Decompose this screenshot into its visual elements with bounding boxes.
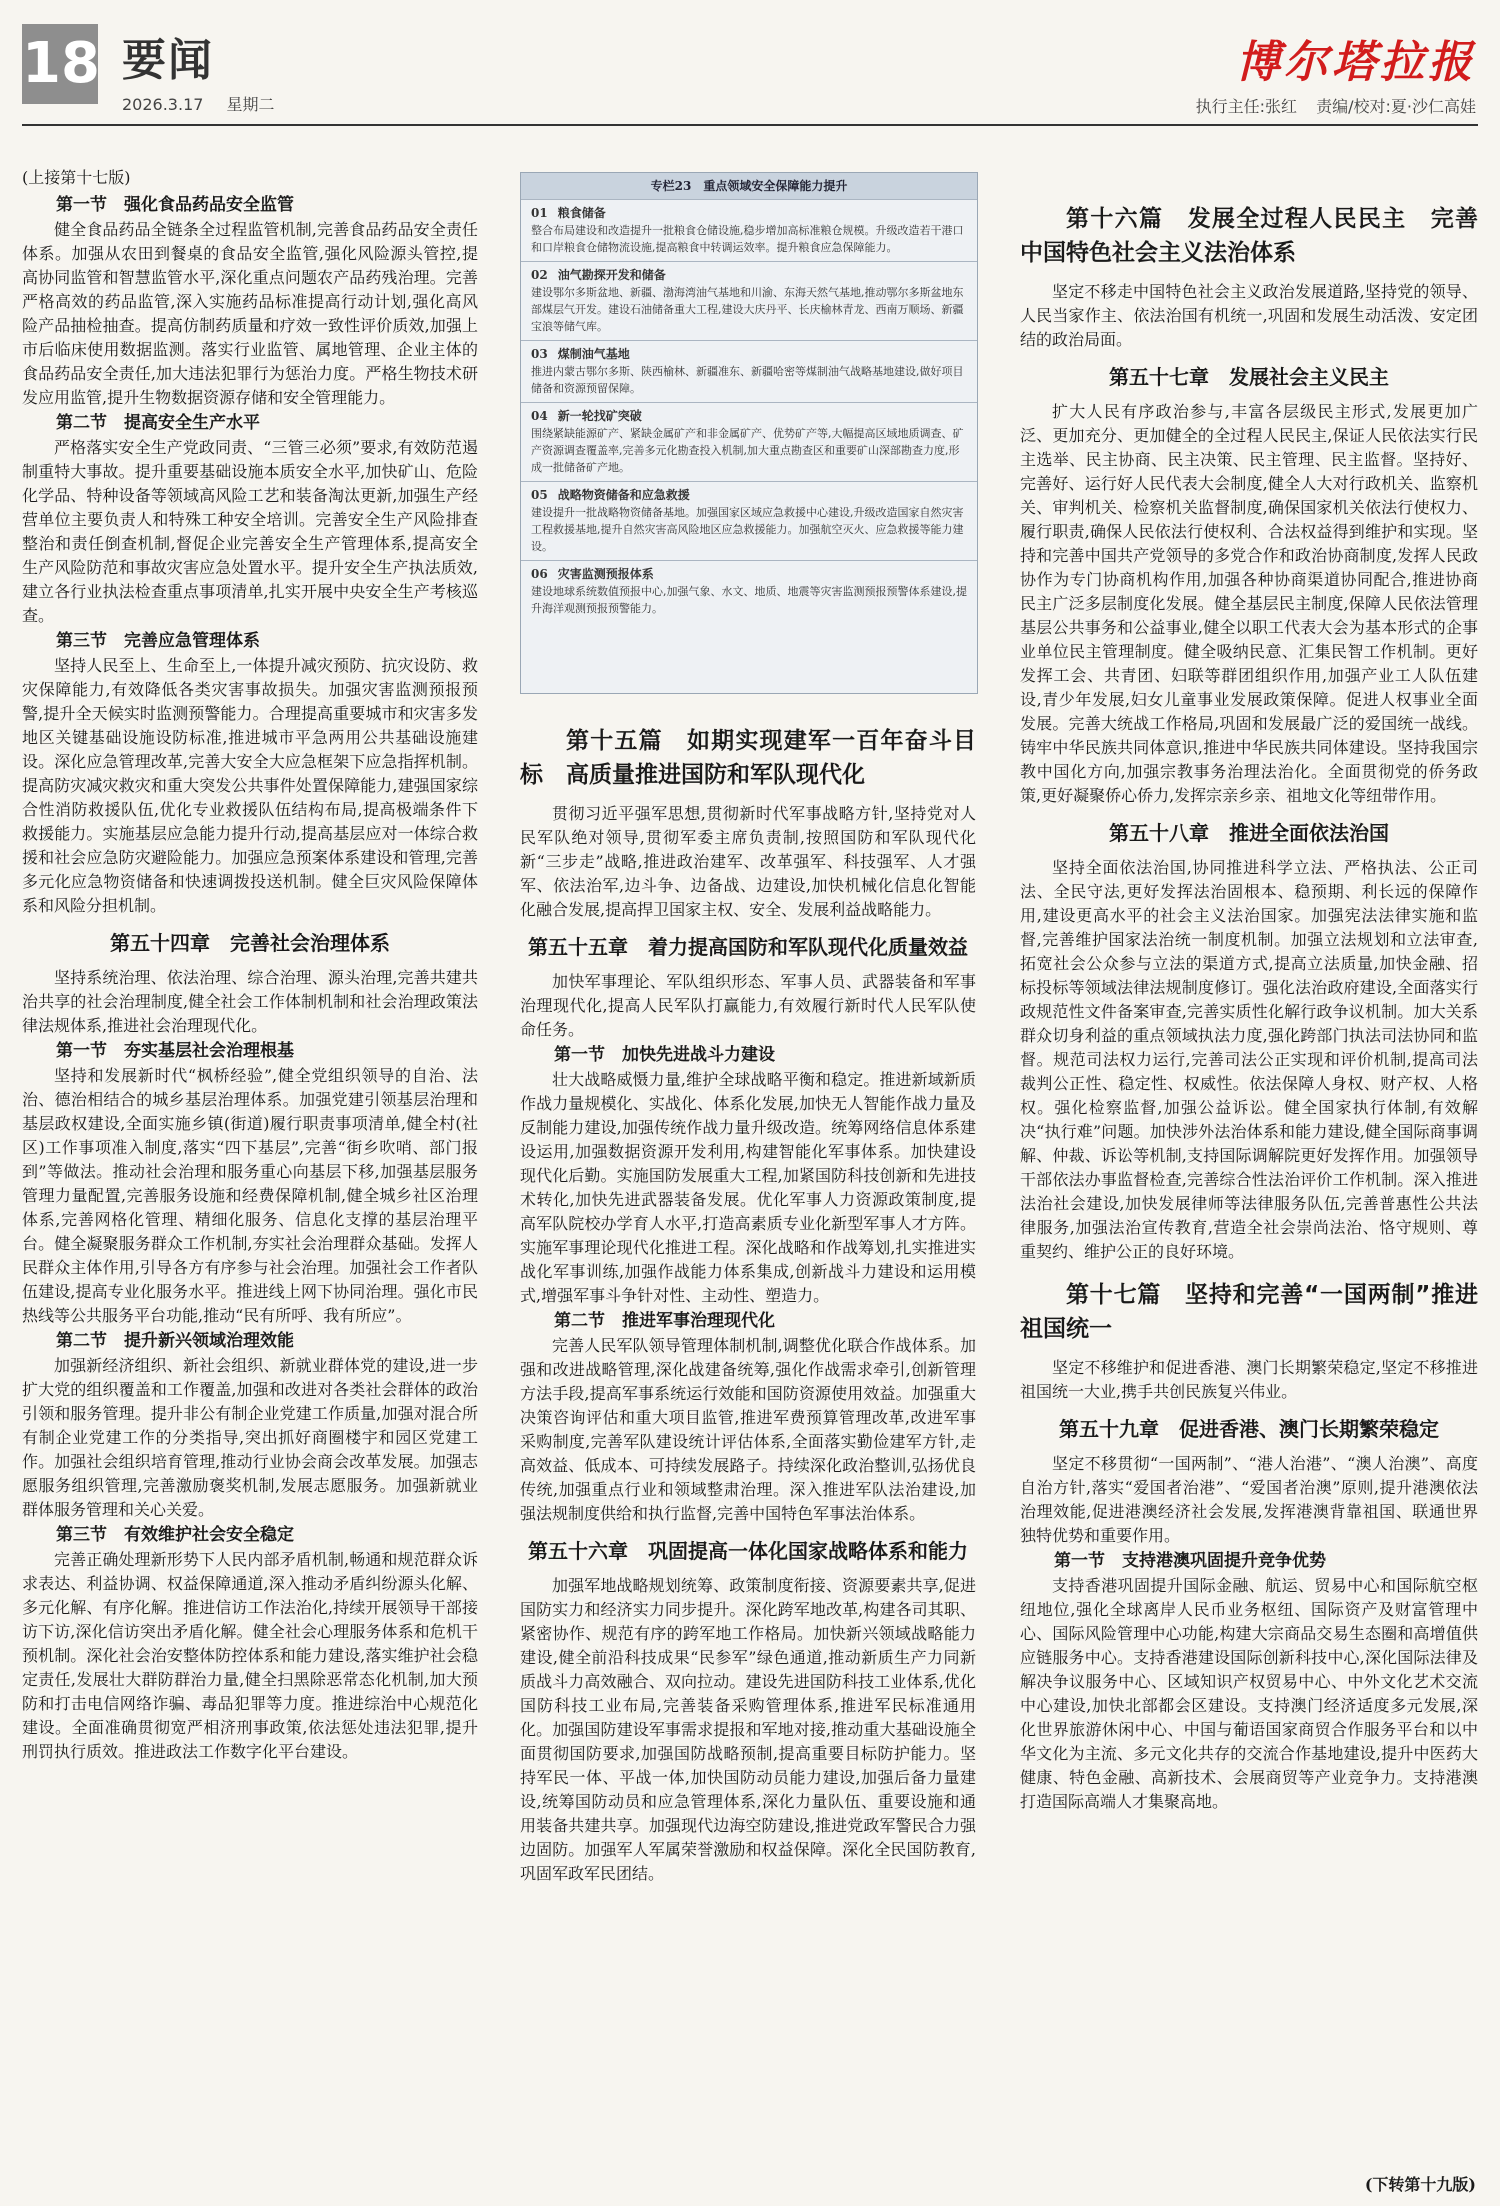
section-heading: 第一节 夯实基层社会治理根基 [56, 1041, 294, 1061]
weekday-value: 星期二 [226, 95, 275, 114]
column-right-body [1020, 202, 1478, 1814]
box-item-text: 推进内蒙古鄂尔多斯、陕西榆林、新疆准东、新疆哈密等煤制油气战略基地建设,做好项目储备和资源预留保障。 [531, 365, 964, 395]
box-item [521, 199, 977, 261]
paragraph: 加强新经济组织、新社会组织、新就业群体党的建设,进一步扩大党的组织覆盖和工作覆盖,加强和改进对各类社会群体的政治引领和服务管理。提升非公有制企业党建工作质量,加强对混合所有制企业党建工作的分类指导,突出抓好商圈楼宇和园区党建工作。加强社会组织培育管理,推动行业协会商会改革发展。加强志愿服务组织管理,完善激励褒奖机制,发展志愿服务。加强新就业群体服务管理和关心关爱。 [22, 1356, 478, 1519]
box-item-number: 06 [531, 567, 548, 581]
exec-editor: 执行主任:张红 [1195, 97, 1298, 116]
paragraph: 壮大战略威慑力量,维护全球战略平衡和稳定。推进新域新质作战力量规模化、实战化、体系化发展,加快无人智能作战力量及反制能力建设,加强传统作战力量升级改造。统筹网络信息体系建设运用,加强数据资源开发利用,构建智能化军事体系。加快建设现代化后勤。实施国防发展重大工程,加紧国防科技创新和先进技术转化,加快先进武器装备发展。优化军事人力资源政策制度,提高军队院校办学育人水平,打造高素质专业化新型军事人才方阵。实施军事理论现代化推进工程。深化战略和作战筹划,扎实推进实战化军事训练,加强作战能力体系集成,创新战斗力建设和运用模式,增强军事斗争针对性、主动性、塑造力。 [520, 1070, 976, 1305]
issue-date [122, 92, 293, 115]
box-item [521, 261, 977, 340]
continued-to: (下转第十九版) [1364, 2175, 1476, 2194]
paragraph: 加强军地战略规划统筹、政策制度衔接、资源要素共享,促进国防实力和经济实力同步提升。深化跨军地改革,构建各司其职、紧密协作、规范有序的跨军地工作格局。加快新兴领域战略能力建设,健全前沿科技成果“民参军”绿色通道,推动新质生产力同新质战斗力高效融合、双向拉动。建设先进国防科技工业体系,优化国防科技工业布局,完善装备采购管理体系,推进军民标准通用化。加强国防建设军事需求提报和军地对接,推动重大基础设施全面贯彻国防要求,加强国防战略预制,提高重要目标防护能力。坚持军民一体、平战一体,加快国防动员能力建设,加强后备力量建设,统筹国防动员和应急管理体系,深化力量队伍、重要设施和通用装备共建共享。加强现代边海空防建设,推进党政军警民合力强边固防。加强军人军属荣誉激励和权益保障。深化全民国防教育,巩固军政军民团结。 [520, 1576, 976, 1883]
section-heading: 第二节 提升新兴领域治理效能 [56, 1331, 294, 1351]
column-left-body [22, 192, 478, 1764]
box-item-heading [531, 487, 967, 504]
box-item-name: 煤制油气基地 [557, 347, 630, 361]
box-item-name: 粮食储备 [557, 206, 606, 220]
paragraph: 完善正确处理新形势下人民内部矛盾机制,畅通和规范群众诉求表达、利益协调、权益保障通道,深入推动矛盾纠纷源头化解、多元化解、有序化解。推进信访工作法治化,持续开展领导干部接访下访,深化信访突出矛盾化解。健全社会心理服务体系和危机干预机制。深化社会治安整体防控体系和能力建设,落实维护社会稳定责任,发展壮大群防群治力量,健全扫黑除恶常态化机制,加大预防和打击电信网络诈骗、毒品犯罪等力度。推进综治中心规范化建设。全面准确贯彻宽严相济刑事政策,依法惩处违法犯罪,提升刑罚执行质效。推进政法工作数字化平台建设。 [22, 1550, 478, 1761]
part-heading: 第十五篇 如期实现建军一百年奋斗目标 高质量推进国防和军队现代化 [520, 728, 976, 788]
column-left [22, 166, 478, 2196]
box-item-heading [531, 566, 967, 583]
editor-credits [1182, 94, 1476, 117]
box-item-name: 灾害监测预报体系 [557, 567, 654, 581]
box-item-name: 战略物资储备和应急救援 [557, 488, 690, 502]
box-item [521, 560, 977, 622]
sidebar-box [520, 172, 978, 694]
newspaper-masthead: 博尔塔拉报 [1236, 37, 1476, 88]
chapter-heading: 第五十六章 巩固提高一体化国家战略体系和能力 [528, 1539, 968, 1563]
section-title: 要闻 [122, 35, 214, 86]
box-title: 专栏23 重点领域安全保障能力提升 [521, 173, 977, 199]
column-right [1020, 188, 1478, 2188]
box-item-name: 新一轮找矿突破 [557, 409, 642, 423]
box-items [521, 199, 977, 622]
chapter-heading: 第五十四章 完善社会治理体系 [110, 931, 390, 955]
box-item-text: 围绕紧缺能源矿产、紧缺金属矿产和非金属矿产、优势矿产等,大幅提高区域地质调查、矿产资源调查覆盖率,完善多元化勘查投入机制,加大重点勘查区和重要矿山深部勘查力度,形成一批储备矿产地。 [531, 427, 964, 474]
box-item-number: 02 [531, 268, 548, 282]
continued-from: (上接第十七版) [22, 168, 131, 187]
paragraph: 扩大人民有序政治参与,丰富各层级民主形式,发展更加广泛、更加充分、更加健全的全过程人民民主,保证人民依法实行民主选举、民主协商、民主决策、民主管理、民主监督。坚持好、完善好、运行好人民代表大会制度,健全人大对行政机关、监察机关、审判机关、检察机关监督制度,确保国家机关依法行使权力、履行职责,确保人民依法行使权利、合法权益得到维护和实现。坚持和完善中国共产党领导的多党合作和政治协商制度,发挥人民政协作为专门协商机构作用,加强各种协商渠道协同配合,推进协商民主广泛多层制度化发展。健全基层民主制度,保障人民依法管理基层公共事务和公益事业,健全以职工代表大会为基本形式的企事业单位民主管理制度。健全吸纳民意、汇集民智工作机制。更好发挥工会、共青团、妇联等群团组织作用,加强产业工人队伍建设,青少年发展,妇女儿童事业发展政策保障。促进人权事业全面发展。完善大统战工作格局,巩固和发展最广泛的爱国统一战线。铸牢中华民族共同体意识,推进中华民族共同体建设。坚持我国宗教中国化方向,加强宗教事务治理法治化。全面贯彻党的侨务政策,更好凝聚侨心侨力,发挥宗亲乡亲、祖地文化等纽带作用。 [1020, 402, 1478, 805]
chapter-heading: 第五十九章 促进香港、澳门长期繁荣稳定 [1059, 1417, 1439, 1441]
paragraph: 坚定不移贯彻“一国两制”、“港人治港”、“澳人治澳”、高度自治方针,落实“爱国者治港”、“爱国者治澳”原则,提升港澳依法治理效能,促进港澳经济社会发展,发挥港澳背靠祖国、联通世界独特优势和重要作用。 [1020, 1454, 1478, 1545]
box-item-heading [531, 346, 967, 363]
box-item [521, 340, 977, 402]
page-header [0, 0, 1500, 120]
paragraph: 坚持系统治理、依法治理、综合治理、源头治理,完善共建共治共享的社会治理制度,健全社会工作体制机制和社会治理政策法律法规体系,推进社会治理现代化。 [22, 968, 478, 1035]
box-item-heading [531, 267, 967, 284]
section-heading: 第一节 支持港澳巩固提升竞争优势 [1054, 1551, 1326, 1571]
paragraph: 完善人民军队领导管理体制机制,调整优化联合作战体系。加强和改进战略管理,深化战建备统筹,强化作战需求牵引,创新管理方法手段,提高军事系统运行效能和国防资源使用效益。加强重大决策咨询评估和重大项目监管,推进军费预算管理改革,改进军事采购制度,完善军队建设统计评估体系,全面落实勤俭建军方针,走高效益、低成本、可持续发展路子。持续深化政治整训,弘扬优良传统,加强重点行业和领域整肃治理。深入推进军队法治建设,加强法规制度供给和执行监督,完善中国特色军事法治体系。 [520, 1336, 976, 1523]
box-item-number: 03 [531, 347, 548, 361]
section-heading: 第三节 有效维护社会安全稳定 [56, 1525, 294, 1545]
paragraph: 支持香港巩固提升国际金融、航运、贸易中心和国际航空枢纽地位,强化全球离岸人民币业务枢纽、国际资产及财富管理中心、国际风险管理中心功能,构建大宗商品交易生态圈和高增值供应链服务中心。支持香港建设国际创新科技中心,深化国际法律及解决争议服务中心、区域知识产权贸易中心、中外文化艺术交流中心建设,加快北部都会区建设。支持澳门经济适度多元发展,深化世界旅游休闲中心、中国与葡语国家商贸合作服务平台和以中华文化为主流、多元文化共存的交流合作基地建设,提升中医药大健康、特色金融、高新技术、会展商贸等产业竞争力。支持港澳打造国际高端人才集聚高地。 [1020, 1576, 1478, 1811]
section-heading: 第二节 推进军事治理现代化 [554, 1311, 775, 1331]
part-heading: 第十六篇 发展全过程人民民主 完善中国特色社会主义法治体系 [1020, 206, 1478, 266]
paragraph: 贯彻习近平强军思想,贯彻新时代军事战略方针,坚持党对人民军队绝对领导,贯彻军委主席负责制,按照国防和军队现代化新“三步走”战略,推进政治建军、改革强军、科技强军、人才强军、依法治军,边斗争、边备战、边建设,加快机械化信息化智能化融合发展,提高捍卫国家主权、安全、发展利益战略能力。 [520, 804, 976, 919]
box-item-number: 01 [531, 206, 548, 220]
section-heading: 第一节 加快先进战斗力建设 [554, 1045, 775, 1065]
box-item-text: 建设提升一批战略物资储备基地。加强国家区域应急救援中心建设,升级改造国家自然灾害工程救援基地,提升自然灾害高风险地区应急救援能力。加强航空灭火、应急救援等能力建设。 [531, 506, 964, 553]
paragraph: 坚定不移走中国特色社会主义政治发展道路,坚持党的领导、人民当家作主、依法治国有机统一,巩固和发展生动活泼、安定团结的政治局面。 [1020, 282, 1478, 349]
header-divider [22, 124, 1478, 126]
box-item [521, 402, 977, 481]
box-item-text: 整合布局建设和改造提升一批粮食仓储设施,稳步增加高标准粮仓规模。升级改造若干港口和口岸粮食仓储物流设施,提高粮食中转调运效率。提升粮食应急保障能力。 [531, 224, 964, 254]
column-middle-body [520, 724, 976, 1886]
paragraph: 健全食品药品全链条全过程监管机制,完善食品药品安全责任体系。加强从农田到餐桌的食品安全监管,强化风险源头管控,提高协同监管和智慧监管水平,深化重点问题农产品药残治理。完善严格高效的药品监管,深入实施药品标准提高行动计划,强化高风险产品抽检抽查。提高仿制药质量和疗效一致性评价质效,加强上市后临床使用数据监测。落实行业监管、属地管理、企业主体的食品药品安全责任,加大违法犯罪行为惩治力度。严格生物技术研发应用监管,提升生物数据资源存储和安全管理能力。 [22, 220, 478, 407]
box-item [521, 481, 977, 560]
box-item-number: 05 [531, 488, 548, 502]
column-middle [520, 710, 976, 2196]
box-item-text: 建设地球系统数值预报中心,加强气象、水文、地质、地震等灾害监测预报预警体系建设,提升海洋观测预报预警能力。 [531, 585, 967, 615]
chapter-heading: 第五十五章 着力提高国防和军队现代化质量效益 [528, 935, 968, 959]
date-value: 2026.3.17 [122, 95, 204, 114]
chapter-heading: 第五十七章 发展社会主义民主 [1109, 365, 1389, 389]
section-heading: 第三节 完善应急管理体系 [56, 631, 260, 651]
paragraph: 坚持和发展新时代“枫桥经验”,健全党组织领导的自治、法治、德治相结合的城乡基层治理体系。加强党建引领基层治理和基层政权建设,全面实施乡镇(街道)履行职责事项清单,健全村(社区)工作事项准入制度,落实“四下基层”,完善“街乡吹哨、部门报到”等做法。推动社会治理和服务重心向基层下移,加强基层服务管理力量配置,完善服务设施和经费保障机制,健全城乡社区治理体系,完善网格化管理、精细化服务、信息化支撑的基层治理平台。健全凝聚服务群众工作机制,夯实社会治理群众基础。发挥人民群众主体作用,引导各方有序参与社会治理。加强社会工作者队伍建设,提高专业化服务水平。推进线上网下协同治理。强化市民热线等公共服务平台功能,推动“民有所呼、我有所应”。 [22, 1066, 478, 1325]
chapter-heading: 第五十八章 推进全面依法治国 [1109, 821, 1389, 845]
section-heading: 第一节 强化食品药品安全监管 [56, 195, 294, 215]
paragraph: 严格落实安全生产党政同责、“三管三必须”要求,有效防范遏制重特大事故。提升重要基础设施本质安全水平,加快矿山、危险化学品、特种设备等领域高风险工艺和装备淘汰更新,加强生产经营单位主要负责人和特殊工种安全培训。完善安全生产风险排查整治和责任倒查机制,督促企业完善安全生产管理体系,提高安全生产风险防范和事故灾害应急处置水平。提升安全生产执法质效,建立各行业执法检查重点事项清单,扎实开展中央安全生产考核巡查。 [22, 438, 478, 625]
box-item-name: 油气勘探开发和储备 [557, 268, 666, 282]
part-heading: 第十七篇 坚持和完善“一国两制”推进祖国统一 [1020, 1282, 1478, 1342]
paragraph: 坚持全面依法治国,协同推进科学立法、严格执法、公正司法、全民守法,更好发挥法治固根本、稳预期、利长远的保障作用,建设更高水平的社会主义法治国家。加强宪法法律实施和监督,完善维护国家法治统一制度机制。加强立法规划和立法审查,拓宽社会公众参与立法的渠道方式,提高立法质量,加快金融、招标投标等领域法律法规制度修订。强化法治政府建设,全面落实行政规范性文件备案审查,完善实质性化解行政争议机制。加大关系群众切身利益的重点领域执法力度,强化跨部门执法司法协同和监督。规范司法权力运行,完善司法公正实现和评价机制,提高司法裁判公正性、稳定性、权威性。依法保障人身权、财产权、人格权。强化检察监督,加强公益诉讼。健全国家执行体制,有效解决“执行难”问题。加快涉外法治体系和能力建设,健全国际商事调解、仲裁、诉讼等机制,支持国际调解院更好发挥作用。加强领导干部依法办事监督检查,完善综合性法治评价工作机制。深入推进法治社会建设,加快发展律师等法律服务队伍,完善普惠性公共法律服务,加强法治宣传教育,营造全社会崇尚法治、恪守规则、尊重契约、维护公正的良好环境。 [1020, 858, 1478, 1261]
paragraph: 坚定不移维护和促进香港、澳门长期繁荣稳定,坚定不移推进祖国统一大业,携手共创民族复兴伟业。 [1020, 1358, 1478, 1401]
section-heading: 第二节 提高安全生产水平 [56, 413, 260, 433]
box-item-number: 04 [531, 409, 548, 423]
proof-editor: 责编/校对:夏·沙仁高娃 [1316, 97, 1476, 116]
page-number: 18 [22, 24, 98, 104]
box-item-heading [531, 408, 967, 425]
box-item-text: 建设鄂尔多斯盆地、新疆、渤海湾油气基地和川渝、东海天然气基地,推动鄂尔多斯盆地东部煤层气开发。建设石油储备重大工程,建设大庆丹平、长庆榆林青龙、西南万顺场、新疆宝浪等储气库。 [531, 286, 964, 333]
box-item-heading [531, 205, 967, 222]
paragraph: 坚持人民至上、生命至上,一体提升减灾预防、抗灾设防、救灾保障能力,有效降低各类灾害事故损失。加强灾害监测预报预警,提升全天候实时监测预警能力。合理提高重要城市和灾害多发地区关键基础设施设防标准,推进城市平急两用公共基础设施建设。深化应急管理改革,完善大安全大应急框架下应急指挥机制。提高防灾减灾救灾和重大突发公共事件处置保障能力,建强国家综合性消防救援队伍,优化专业救援队伍结构布局,提高极端条件下救援能力。实施基层应急能力提升行动,提高基层应对一体综合救援和社会应急防灾避险能力。加强应急预案体系建设和管理,完善多元化应急物资储备和快速调拨投送机制。健全巨灾风险保障体系和风险分担机制。 [22, 656, 478, 915]
paragraph: 加快军事理论、军队组织形态、军事人员、武器装备和军事治理现代化,提高人民军队打赢能力,有效履行新时代人民军队使命任务。 [520, 972, 976, 1039]
